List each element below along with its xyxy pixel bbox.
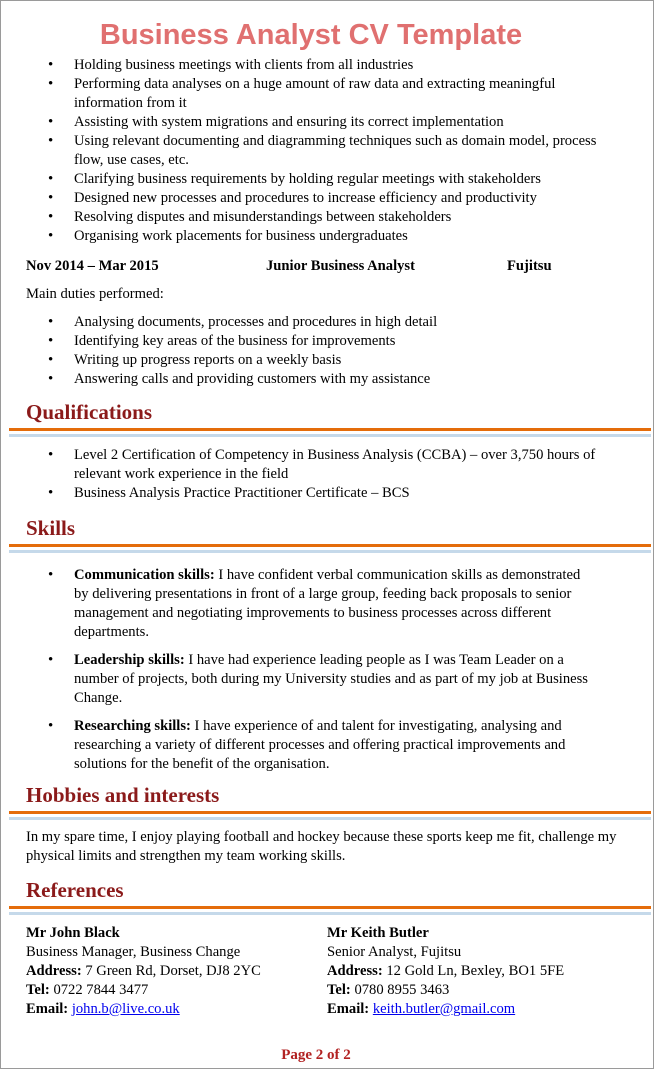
email-label: Email: [327, 1001, 370, 1017]
list-item: • Holding business meetings with clients from all industries [1, 56, 656, 75]
list-item: • Level 2 Certification of Competency in Business Analysis (CCBA) – over 3,750 hours of relevant work experience in the field [1, 446, 656, 484]
list-item: • Using relevant documenting and diagramming techniques such as domain model, process flow, use cases, etc. [1, 132, 656, 170]
list-item: • Writing up progress reports on a weekly basis [1, 351, 656, 370]
tel-label: Tel: [327, 982, 351, 998]
job-duties-list [1, 313, 656, 389]
hobbies-paragraph: In my spare time, I enjoy playing football and hockey because these sports keep me fit, challenge my physical limits and strengthen my team working skills. [26, 829, 617, 864]
section-divider [9, 906, 651, 915]
list-item: • Resolving disputes and misunderstandings between stakeholders [1, 208, 656, 227]
page-number: Page 2 of 2 [281, 1047, 351, 1063]
tel-label: Tel: [26, 982, 50, 998]
skill-text: I have confident verbal communication skills as demonstrated by delivering presentations in front of a large group, feeding back proposals to senior management and negotiating improvements to business processes across different departments. [74, 567, 581, 640]
section-heading-skills: Skills [26, 516, 76, 540]
reference-position: Business Manager, Business Change [26, 944, 241, 960]
list-item: • Analysing documents, processes and procedures in high detail [1, 313, 656, 332]
skill-label: Researching skills: [74, 718, 191, 734]
section-heading-hobbies: Hobbies and interests [26, 783, 220, 807]
reference-email-link[interactable]: john.b@live.co.uk [71, 1001, 180, 1017]
reference-email-link[interactable]: keith.butler@gmail.com [372, 1001, 516, 1017]
list-item: • Assisting with system migrations and ensuring its correct implementation [1, 113, 656, 132]
skill-text: I have experience of and talent for investigating, analysing and researching a variety of different processes and offering practical improvements and solutions for the benefit of the organisation. [74, 718, 566, 772]
list-item: • Performing data analyses on a huge amount of raw data and extracting meaningful information from it [1, 75, 656, 113]
job-header [26, 258, 626, 277]
list-item: • Organising work placements for business undergraduates [1, 227, 656, 246]
reference-name: Mr John Black [26, 925, 120, 941]
reference-name: Mr Keith Butler [327, 925, 429, 941]
email-label: Email: [26, 1001, 69, 1017]
list-item: • Designed new processes and procedures to increase efficiency and productivity [1, 189, 656, 208]
list-item: • Identifying key areas of the business for improvements [1, 332, 656, 351]
reference-tel: 0722 7844 3477 [49, 982, 149, 998]
skills-list [1, 566, 656, 783]
job-dates: Nov 2014 – Mar 2015 [26, 258, 159, 274]
section-divider [9, 811, 651, 820]
section-divider [9, 428, 651, 437]
reference-1 [26, 924, 261, 1019]
skill-label: Leadership skills: [74, 652, 185, 668]
address-label: Address: [26, 963, 82, 979]
job-company: Fujitsu [507, 258, 552, 274]
section-heading-qualifications: Qualifications [26, 400, 153, 424]
list-item: • Clarifying business requirements by holding regular meetings with stakeholders [1, 170, 656, 189]
experience-duties-list [1, 56, 656, 246]
list-item [1, 651, 656, 708]
list-item [1, 717, 656, 774]
list-item: • Answering calls and providing customers with my assistance [1, 370, 656, 389]
reference-tel: 0780 8955 3463 [350, 982, 450, 998]
list-item [1, 566, 656, 642]
skill-label: Communication skills: [74, 567, 215, 583]
skill-text: I have had experience leading people as I was Team Leader on a number of projects, both during my University studies and as part of my job at Business Change. [74, 652, 588, 706]
section-divider [9, 544, 651, 553]
reference-address: 12 Gold Ln, Bexley, BO1 5FE [382, 963, 565, 979]
document-title: Business Analyst CV Template [99, 19, 523, 51]
duties-label: Main duties performed: [26, 286, 164, 302]
reference-position: Senior Analyst, Fujitsu [327, 944, 462, 960]
job-role: Junior Business Analyst [266, 258, 415, 274]
section-heading-references: References [26, 878, 124, 902]
address-label: Address: [327, 963, 383, 979]
qualifications-list [1, 446, 656, 503]
reference-address: 7 Green Rd, Dorset, DJ8 2YC [81, 963, 261, 979]
list-item: • Business Analysis Practice Practitioner Certificate – BCS [1, 484, 656, 503]
reference-2 [327, 924, 564, 1019]
